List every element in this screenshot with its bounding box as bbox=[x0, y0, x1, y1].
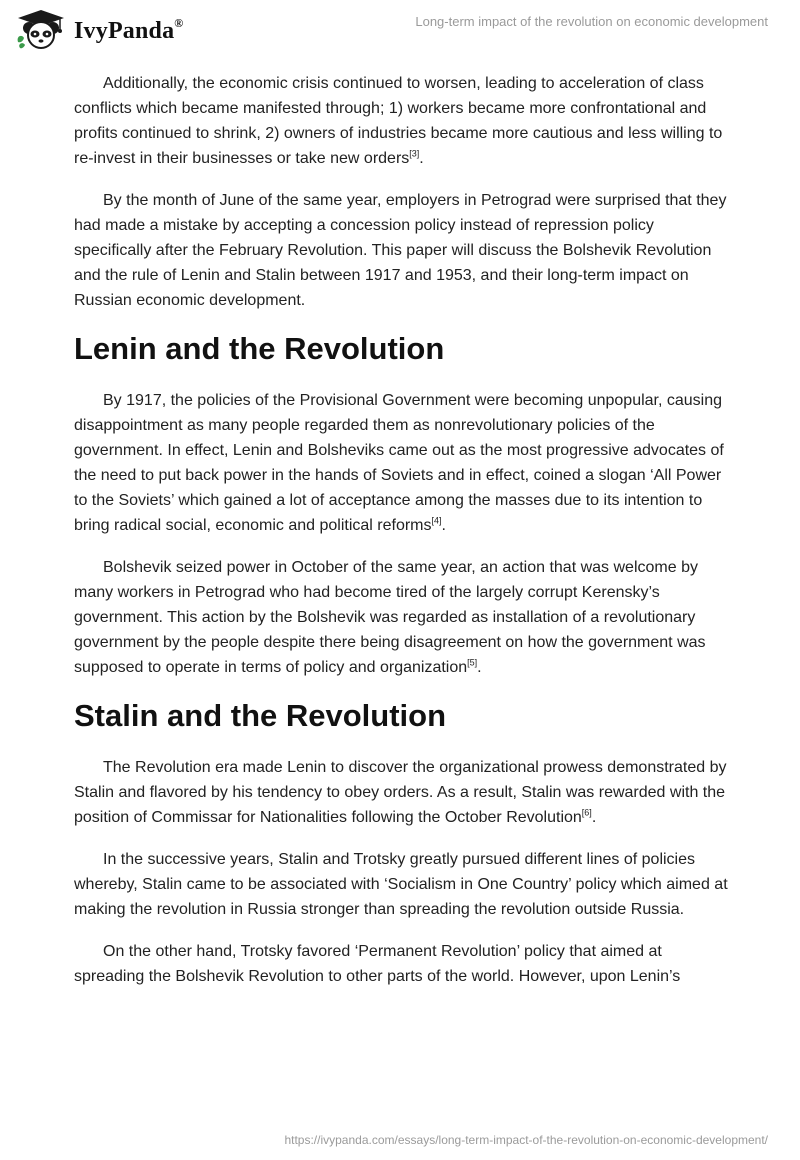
paragraph: Bolshevik seized power in October of the same year, an action that was welcome by many workers in Petrograd who had become tired of the largely corrupt Kerensky’s government. This action by the Bolshevik was regarded as installation of a revolutionary government by the people despite there being disagreement on how the government was supposed to operate in terms of policy and organization[5]. bbox=[74, 559, 706, 676]
panda-graduate-icon bbox=[14, 8, 68, 50]
paragraph: By the month of June of the same year, employers in Petrograd were surprised that they had made a mistake by accepting a concession policy instead of repression policy specifically after the February Revolution. This paper will discuss the Bolshevik Revolution and the rule of Lenin and Stalin between 1917 and 1953, and their long-term impact on Russian economic development. bbox=[74, 192, 727, 309]
brand-name: IvyPanda® bbox=[74, 15, 184, 44]
footnote-ref[interactable]: [3] bbox=[409, 148, 420, 159]
ivypanda-logo[interactable] bbox=[14, 8, 183, 50]
section-heading: Stalin and the Revolution bbox=[74, 698, 447, 733]
document-title: Long-term impact of the revolution on economic development bbox=[415, 14, 768, 29]
section-heading: Lenin and the Revolution bbox=[74, 331, 445, 366]
paragraph: In the successive years, Stalin and Trotsky greatly pursued different lines of policies whereby, Stalin came to be associated with ‘Socialism in One Country’ policy which aimed at making the revolution in Russia stronger than spreading the revolution outside Russia. bbox=[74, 851, 728, 918]
page-header bbox=[0, 0, 800, 60]
essay-body bbox=[74, 71, 728, 1006]
paragraph: By 1917, the policies of the Provisional Government were becoming unpopular, causing disappointment as many people regarded them as nonrevolutionary policies of the government. In effect, Lenin and Bolsheviks came out as the most progressive advocates of the need to put back power in the hands of Soviets and in effect, coined a slogan ‘All Power to the Soviets’ which gained a lot of acceptance among the masses due to its intention to bring radical social, economic and political reforms[4]. bbox=[74, 392, 724, 534]
source-url[interactable]: https://ivypanda.com/essays/long-term-impact-of-the-revolution-on-economic-development/ bbox=[284, 1133, 768, 1147]
footnote-ref[interactable]: [4] bbox=[431, 515, 442, 526]
footnote-ref[interactable]: [6] bbox=[581, 807, 592, 818]
paragraph: On the other hand, Trotsky favored ‘Permanent Revolution’ policy that aimed at spreading the Bolshevik Revolution to other parts of the world. However, upon Lenin’s bbox=[74, 943, 681, 985]
footnote-ref[interactable]: [5] bbox=[467, 657, 478, 668]
paragraph: The Revolution era made Lenin to discover the organizational prowess demonstrated by Stalin and flavored by his tendency to obey orders. As a result, Stalin was rewarded with the position of Commissar for Nationalities following the October Revolution[6]. bbox=[74, 759, 727, 826]
paragraph: Additionally, the economic crisis continued to worsen, leading to acceleration of class conflicts which became manifested through; 1) workers became more confrontational and profits continued to shrink, 2) owners of industries became more cautious and less willing to re-invest in their businesses or take new orders[3]. bbox=[74, 75, 723, 167]
